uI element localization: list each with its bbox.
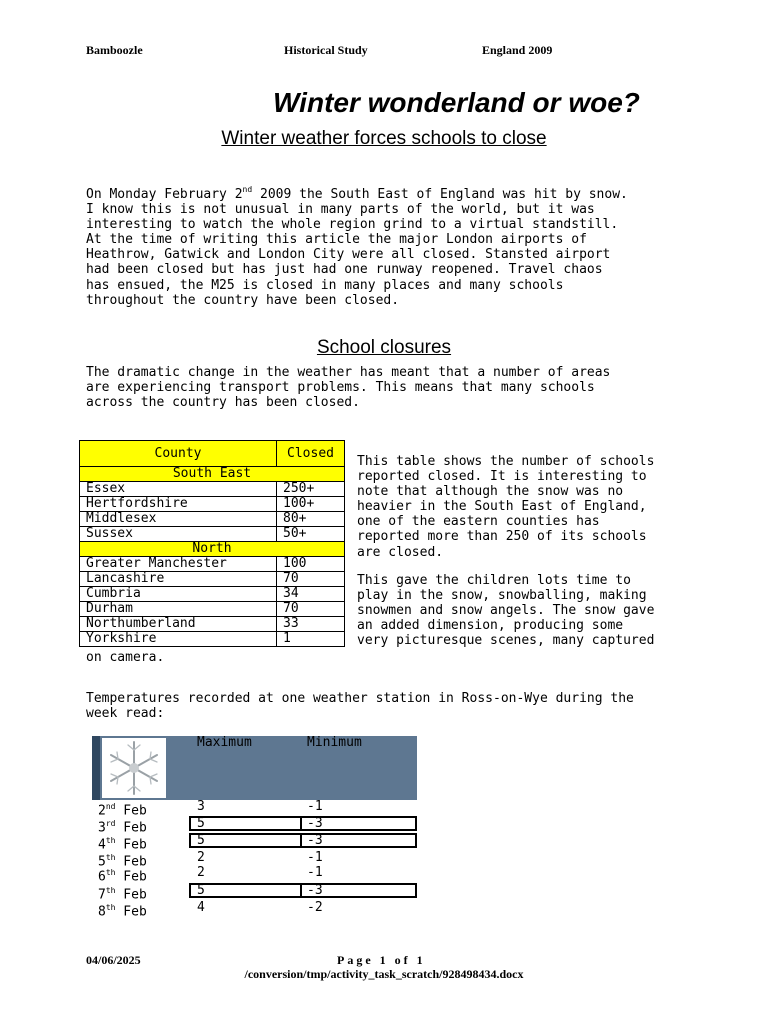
temp-row-date: 4th Feb — [98, 836, 147, 853]
col-county-header: County — [80, 441, 277, 467]
closed-cell: 70 — [277, 602, 345, 617]
closed-cell: 100+ — [277, 497, 345, 512]
temp-row-date: 5th Feb — [98, 853, 147, 870]
temp-row-date: 7th Feb — [98, 886, 147, 903]
region-label: North — [80, 542, 345, 557]
header-right: England 2009 — [482, 43, 553, 57]
county-cell: Cumbria — [80, 587, 277, 602]
section-heading-closures: School closures — [316, 337, 452, 358]
county-cell: Northumberland — [80, 617, 277, 632]
closed-cell: 1 — [277, 632, 345, 647]
county-table — [79, 440, 345, 647]
temp-min-cell: -1 — [307, 850, 323, 865]
col-closed-header: Closed — [277, 441, 345, 467]
table-header-row — [80, 441, 345, 467]
temp-max-cell: 5 — [197, 816, 205, 831]
page-title: Winter wonderland or woe? — [273, 87, 640, 118]
temp-row-date: 8th Feb — [98, 903, 147, 920]
col-min-header: Minimum — [307, 735, 362, 750]
snowflake-icon — [102, 738, 166, 798]
side-paragraph-2: This gave the children lots time to play in the snow, snowballing, making snowmen and snow angels. The snow gave an added dimension, producing some very picturesque scenes, many captured — [357, 573, 655, 649]
table-row — [80, 497, 345, 512]
table-row — [80, 632, 345, 647]
highlight-box — [189, 833, 302, 848]
county-cell: Hertfordshire — [80, 497, 277, 512]
intro-ordinal: nd — [242, 184, 253, 194]
header-left: Bamboozle — [86, 43, 143, 57]
county-cell: Essex — [80, 482, 277, 497]
temp-row-date: 6th Feb — [98, 868, 147, 885]
intro-body: I know this is not unusual in many parts of the world, but it was interesting to watch the whole region grind to a virtual standstill. At the time of writing this article the major London airports of Heathrow, Gatwick and London City were all closed. Stansted airport had been closed but has just had one runway reopened. Travel chaos has ensued, the M25 is closed in many places and many schools throughout the country have been closed. — [86, 202, 619, 308]
closed-cell: 80+ — [277, 512, 345, 527]
county-cell: Sussex — [80, 527, 277, 542]
highlight-box — [189, 816, 302, 831]
temp-max-cell: 4 — [197, 900, 205, 915]
intro-paragraph — [86, 184, 628, 308]
temp-row-date: 2nd Feb — [98, 802, 147, 819]
footer-page-number: Page 1 of 1 — [337, 953, 426, 967]
county-cell: Greater Manchester — [80, 557, 277, 572]
table-row — [80, 602, 345, 617]
temp-min-cell: -2 — [307, 900, 323, 915]
col-max-header: Maximum — [197, 735, 252, 750]
closed-cell: 33 — [277, 617, 345, 632]
footer-file-path: /conversion/tmp/activity_task_scratch/928498434.docx — [244, 967, 524, 981]
closed-cell: 50+ — [277, 527, 345, 542]
closed-cell: 70 — [277, 572, 345, 587]
intro-line1-end: 2009 the South East of England was hit by snow. — [252, 187, 628, 202]
temp-min-cell: -3 — [307, 833, 323, 848]
temp-min-cell: -1 — [307, 799, 323, 814]
table-row — [80, 557, 345, 572]
county-cell: Yorkshire — [80, 632, 277, 647]
temp-row-date: 3rd Feb — [98, 819, 147, 836]
county-cell: Durham — [80, 602, 277, 617]
closed-cell: 250+ — [277, 482, 345, 497]
region-label: South East — [80, 467, 345, 482]
highlight-box — [189, 883, 302, 898]
region-row — [80, 467, 345, 482]
closed-cell: 34 — [277, 587, 345, 602]
table-row — [80, 527, 345, 542]
county-cell: Middlesex — [80, 512, 277, 527]
temps-intro: Temperatures recorded at one weather station in Ross-on-Wye during the week read: — [86, 691, 634, 722]
table-row — [80, 587, 345, 602]
table-row — [80, 482, 345, 497]
temps-header-stripe — [92, 736, 100, 800]
table-row — [80, 572, 345, 587]
temp-max-cell: 2 — [197, 850, 205, 865]
page-subtitle: Winter weather forces schools to close — [221, 128, 547, 149]
temp-max-cell: 5 — [197, 883, 205, 898]
table-row — [80, 617, 345, 632]
temp-min-cell: -1 — [307, 865, 323, 880]
footer-date: 04/06/2025 — [86, 953, 141, 967]
temp-min-cell: -3 — [307, 883, 323, 898]
temp-max-cell: 5 — [197, 833, 205, 848]
intro-line1-start: On Monday February 2 — [86, 187, 243, 202]
region-row — [80, 542, 345, 557]
temp-max-cell: 2 — [197, 865, 205, 880]
header-center: Historical Study — [284, 43, 368, 57]
closed-cell: 100 — [277, 557, 345, 572]
side-paragraph-1: This table shows the number of schools reported closed. It is interesting to note that although the snow was no heavier in the South East of England, one of the eastern counties has reported more than 250 of its schools are closed. — [357, 454, 655, 560]
side-paragraph-tail: on camera. — [86, 650, 165, 665]
closures-paragraph: The dramatic change in the weather has meant that a number of areas are experiencing transport problems. This means that many schools across the country has been closed. — [86, 365, 611, 411]
table-row — [80, 512, 345, 527]
county-cell: Lancashire — [80, 572, 277, 587]
temp-min-cell: -3 — [307, 816, 323, 831]
temp-max-cell: 3 — [197, 799, 205, 814]
